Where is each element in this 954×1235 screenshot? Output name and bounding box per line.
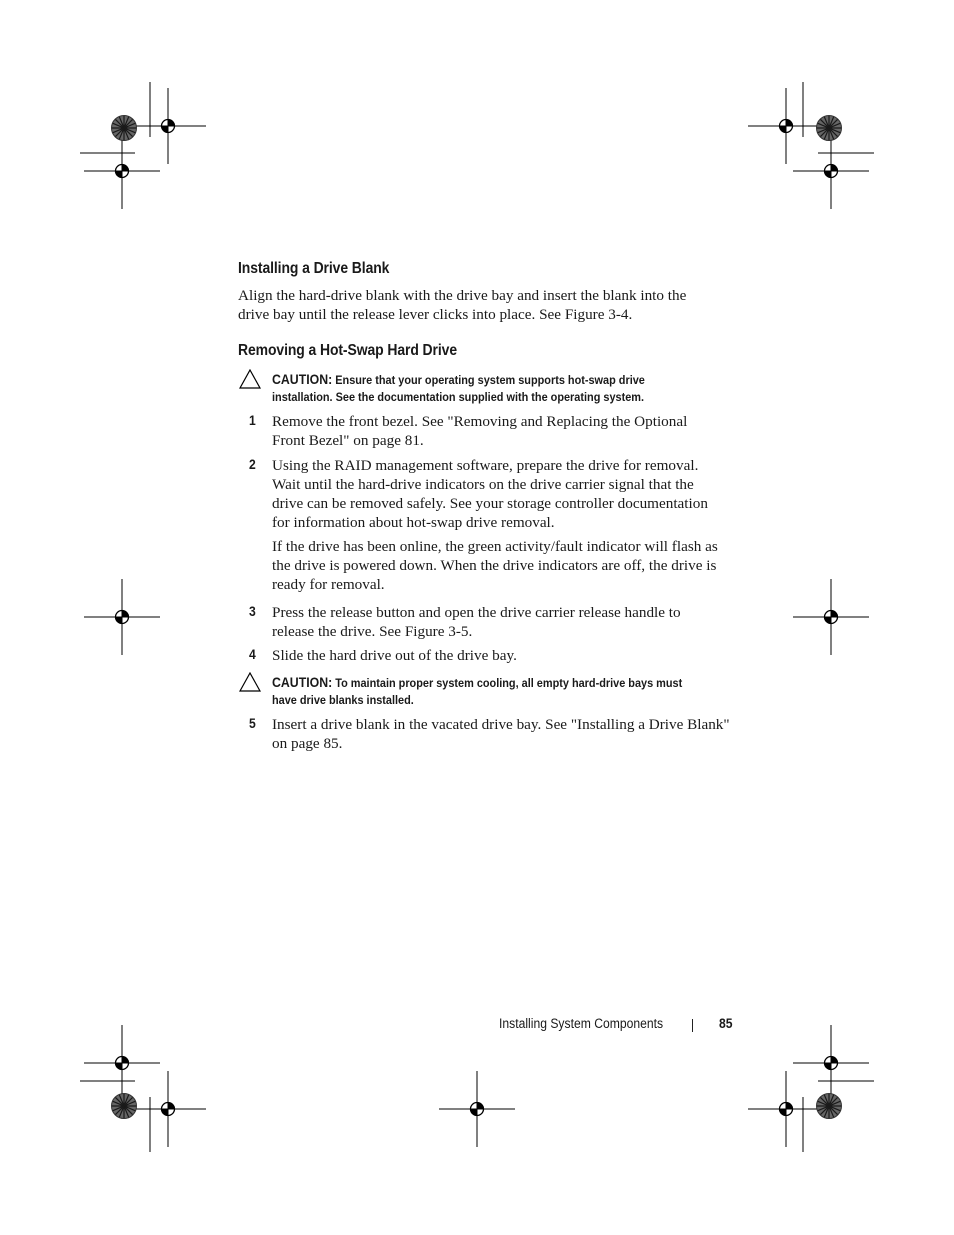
caution-label: CAUTION: [272, 674, 333, 690]
note-line: If the drive has been online, the green activity/fault indicator will flash as [272, 538, 718, 555]
step-text [272, 412, 742, 450]
caution-text: Ensure that your operating system supports hot-swap drive [332, 373, 645, 387]
caution-text: have drive blanks installed. [272, 693, 414, 707]
caution-text: To maintain proper system cooling, all empty hard-drive bays must [332, 676, 683, 690]
step-number: 3 [249, 604, 256, 619]
step-line: Slide the hard drive out of the drive bay. [272, 647, 517, 664]
crosshair-icon [748, 1071, 824, 1147]
step-line: on page 85. [272, 735, 343, 752]
caution-icon [239, 369, 261, 389]
crosshair-icon [793, 579, 869, 655]
step-line: for information about hot-swap drive removal. [272, 514, 555, 531]
registration-wheel-icon [817, 1094, 842, 1119]
registration-wheel-icon [112, 1094, 137, 1119]
step-line: release the drive. See Figure 3-5. [272, 623, 473, 640]
step-line: Insert a drive blank in the vacated drive bay. See "Installing a Drive Blank" [272, 716, 730, 733]
crosshair-icon [130, 88, 206, 164]
crosshair-icon [84, 579, 160, 655]
step-number: 1 [249, 413, 256, 428]
step-text [272, 456, 742, 532]
footer-chapter-title: Installing System Components [499, 1016, 664, 1031]
step-line: Front Bezel" on page 81. [272, 432, 424, 449]
step-text [272, 715, 752, 753]
caution-text: installation. See the documentation supplied with the operating system. [272, 390, 644, 404]
caution-note [272, 674, 712, 709]
crosshair-icon [793, 133, 869, 209]
step-line: Remove the front bezel. See "Removing and Replacing the Optional [272, 413, 688, 430]
crosshair-icon [130, 1071, 206, 1147]
crosshair-icon [793, 1025, 869, 1101]
footer-divider [692, 1019, 693, 1032]
section-paragraph [238, 286, 708, 324]
caution-label: CAUTION: [272, 371, 333, 387]
caution-note [272, 371, 712, 406]
crosshair-icon [84, 133, 160, 209]
registration-wheel-icon [112, 116, 137, 141]
step-note [272, 537, 752, 594]
crosshair-icon [439, 1071, 515, 1147]
crosshair-icon [84, 1025, 160, 1101]
step-number: 2 [249, 457, 256, 472]
section-heading-removing-drive: Removing a Hot-Swap Hard Drive [238, 342, 457, 359]
step-line: Press the release button and open the drive carrier release handle to [272, 604, 681, 621]
section-heading-installing-drive-blank: Installing a Drive Blank [238, 260, 390, 277]
page-number: 85 [719, 1016, 733, 1031]
step-line: Using the RAID management software, prepare the drive for removal. [272, 457, 699, 474]
step-text [272, 646, 742, 665]
crosshair-icon [748, 88, 824, 164]
step-line: drive can be removed safely. See your storage controller documentation [272, 495, 708, 512]
registration-wheel-icon [817, 116, 842, 141]
paragraph-line: drive bay until the release lever clicks into place. See Figure 3-4. [238, 306, 633, 323]
step-number: 4 [249, 647, 256, 662]
step-line: Wait until the hard-drive indicators on the drive carrier signal that the [272, 476, 694, 493]
paragraph-line: Align the hard-drive blank with the drive bay and insert the blank into the [238, 287, 687, 304]
note-line: ready for removal. [272, 576, 385, 593]
step-text [272, 603, 742, 641]
note-line: the drive is powered down. When the drive indicators are off, the drive is [272, 557, 717, 574]
caution-icon [239, 672, 261, 692]
step-number: 5 [249, 716, 256, 731]
